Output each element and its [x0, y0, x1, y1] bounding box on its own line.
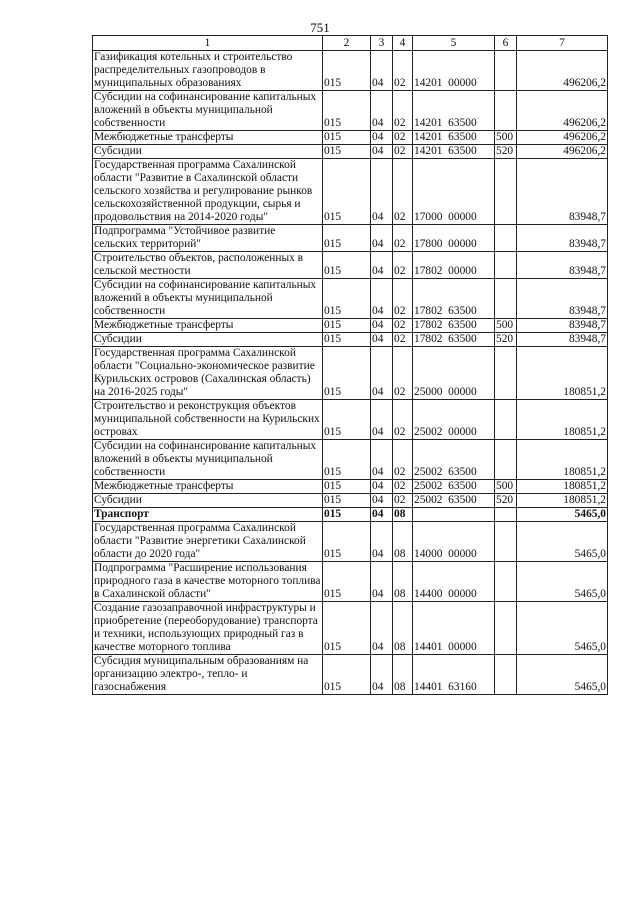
- section-code: 04: [371, 145, 393, 159]
- target-article: 14201 63500: [413, 91, 495, 131]
- ministry-code: 015: [323, 252, 371, 279]
- subsection-code: 02: [393, 145, 413, 159]
- ministry-code: 015: [323, 562, 371, 602]
- row-name: Субсидии на софинансирование капитальных вложений в объекты муниципальной собственности: [93, 279, 323, 319]
- row-name: Субсидии: [93, 145, 323, 159]
- section-code: 04: [371, 494, 393, 508]
- row-name: Субсидии: [93, 494, 323, 508]
- expense-type: 500: [495, 131, 517, 145]
- section-code: 04: [371, 522, 393, 562]
- ministry-code: 015: [323, 480, 371, 494]
- amount: 496206,2: [517, 145, 608, 159]
- table-row: [93, 279, 608, 319]
- subsection-code: 02: [393, 91, 413, 131]
- subsection-code: 02: [393, 159, 413, 225]
- ministry-code: 015: [323, 225, 371, 252]
- amount: 83948,7: [517, 225, 608, 252]
- section-code: 04: [371, 319, 393, 333]
- column-header: 5: [413, 36, 495, 51]
- expense-type: 520: [495, 145, 517, 159]
- table-row: [93, 159, 608, 225]
- target-article: 25002 63500: [413, 440, 495, 480]
- row-name: Транспорт: [93, 508, 323, 522]
- section-code: 04: [371, 225, 393, 252]
- target-article: 14201 63500: [413, 145, 495, 159]
- expense-type: [495, 91, 517, 131]
- target-article: 25000 00000: [413, 347, 495, 400]
- table-row: [93, 522, 608, 562]
- target-article: 17802 63500: [413, 319, 495, 333]
- subsection-code: 02: [393, 440, 413, 480]
- page-number: 751: [310, 20, 330, 35]
- amount: 83948,7: [517, 159, 608, 225]
- amount: 180851,2: [517, 440, 608, 480]
- row-name: Строительство и реконструкция объектов муниципальной собственности на Курильских островах: [93, 400, 323, 440]
- amount: 180851,2: [517, 347, 608, 400]
- amount: 83948,7: [517, 319, 608, 333]
- row-name: Субсидии на софинансирование капитальных вложений в объекты муниципальной собственности: [93, 440, 323, 480]
- row-name: Создание газозаправочной инфраструктуры и приобретение (переоборудование) транспорта и техники, использующих природный газ в качестве моторного топлива: [93, 602, 323, 655]
- expense-type: [495, 252, 517, 279]
- section-code: 04: [371, 333, 393, 347]
- section-code: 04: [371, 91, 393, 131]
- amount: 83948,7: [517, 279, 608, 319]
- subsection-code: 02: [393, 333, 413, 347]
- row-name: Газификация котельных и строительство распределительных газопроводов в муниципальных образованиях: [93, 51, 323, 91]
- table-row: [93, 225, 608, 252]
- section-code: 04: [371, 440, 393, 480]
- subsection-code: 02: [393, 400, 413, 440]
- expense-type: [495, 440, 517, 480]
- subsection-code: 02: [393, 51, 413, 91]
- subsection-code: 08: [393, 655, 413, 695]
- ministry-code: 015: [323, 440, 371, 480]
- ministry-code: 015: [323, 51, 371, 91]
- section-code: 04: [371, 508, 393, 522]
- ministry-code: 015: [323, 333, 371, 347]
- table-row: [93, 145, 608, 159]
- target-article: 17802 63500: [413, 279, 495, 319]
- amount: 5465,0: [517, 508, 608, 522]
- ministry-code: 015: [323, 494, 371, 508]
- amount: 180851,2: [517, 480, 608, 494]
- target-article: 25002 00000: [413, 400, 495, 440]
- section-code: 04: [371, 480, 393, 494]
- row-name: Межбюджетные трансферты: [93, 131, 323, 145]
- row-name: Государственная программа Сахалинской области "Социально-экономическое развитие Курильских островов (Сахалинская область) на 2016-2025 годы": [93, 347, 323, 400]
- table-row: [93, 252, 608, 279]
- column-header: 4: [393, 36, 413, 51]
- row-name: Субсидии: [93, 333, 323, 347]
- row-name: Государственная программа Сахалинской области "Развитие в Сахалинской области сельского хозяйства и регулирование рынков сельскохозяйственной продукции, сырья и продовольствия на 2014-2020 годы": [93, 159, 323, 225]
- row-name: Субсидии на софинансирование капитальных вложений в объекты муниципальной собственности: [93, 91, 323, 131]
- section-code: 04: [371, 655, 393, 695]
- subsection-code: 02: [393, 225, 413, 252]
- amount: 83948,7: [517, 252, 608, 279]
- expense-type: [495, 508, 517, 522]
- row-name: Государственная программа Сахалинской области "Развитие энергетики Сахалинской области до 2020 года": [93, 522, 323, 562]
- section-code: 04: [371, 602, 393, 655]
- table-row: [93, 562, 608, 602]
- expense-type: 500: [495, 480, 517, 494]
- subsection-code: 08: [393, 562, 413, 602]
- table-row: [93, 602, 608, 655]
- table-row: [93, 508, 608, 522]
- amount: 496206,2: [517, 131, 608, 145]
- subsection-code: 02: [393, 279, 413, 319]
- amount: 5465,0: [517, 522, 608, 562]
- table-row: [93, 494, 608, 508]
- row-name: Строительство объектов, расположенных в сельской местности: [93, 252, 323, 279]
- row-name: Межбюджетные трансферты: [93, 319, 323, 333]
- ministry-code: 015: [323, 319, 371, 333]
- amount: 180851,2: [517, 400, 608, 440]
- subsection-code: 08: [393, 508, 413, 522]
- expense-type: [495, 279, 517, 319]
- expense-type: 520: [495, 494, 517, 508]
- row-name: Межбюджетные трансферты: [93, 480, 323, 494]
- table-row: [93, 319, 608, 333]
- ministry-code: 015: [323, 131, 371, 145]
- target-article: 14400 00000: [413, 562, 495, 602]
- amount: 496206,2: [517, 91, 608, 131]
- target-article: 14401 63160: [413, 655, 495, 695]
- section-code: 04: [371, 562, 393, 602]
- ministry-code: 015: [323, 159, 371, 225]
- amount: 180851,2: [517, 494, 608, 508]
- expense-type: [495, 159, 517, 225]
- subsection-code: 08: [393, 602, 413, 655]
- table-row: [93, 333, 608, 347]
- expense-type: 500: [495, 319, 517, 333]
- ministry-code: 015: [323, 279, 371, 319]
- expense-type: 520: [495, 333, 517, 347]
- subsection-code: 02: [393, 252, 413, 279]
- ministry-code: 015: [323, 400, 371, 440]
- table-row: [93, 480, 608, 494]
- expense-type: [495, 51, 517, 91]
- target-article: [413, 508, 495, 522]
- expense-type: [495, 347, 517, 400]
- ministry-code: 015: [323, 602, 371, 655]
- target-article: 25002 63500: [413, 480, 495, 494]
- table-row: [93, 655, 608, 695]
- ministry-code: 015: [323, 91, 371, 131]
- ministry-code: 015: [323, 655, 371, 695]
- target-article: 17802 63500: [413, 333, 495, 347]
- column-header: 1: [93, 36, 323, 51]
- target-article: 17802 00000: [413, 252, 495, 279]
- subsection-code: 02: [393, 347, 413, 400]
- subsection-code: 02: [393, 494, 413, 508]
- ministry-code: 015: [323, 522, 371, 562]
- section-code: 04: [371, 159, 393, 225]
- target-article: 14000 00000: [413, 522, 495, 562]
- expense-type: [495, 562, 517, 602]
- section-code: 04: [371, 279, 393, 319]
- table-row: [93, 51, 608, 91]
- ministry-code: 015: [323, 347, 371, 400]
- row-name: Подпрограмма "Устойчивое развитие сельских территорий": [93, 225, 323, 252]
- table-row: [93, 91, 608, 131]
- amount: 83948,7: [517, 333, 608, 347]
- amount: 5465,0: [517, 655, 608, 695]
- ministry-code: 015: [323, 145, 371, 159]
- expense-type: [495, 655, 517, 695]
- table-row: [93, 347, 608, 400]
- section-code: 04: [371, 252, 393, 279]
- expense-type: [495, 602, 517, 655]
- expense-type: [495, 400, 517, 440]
- table-row: [93, 400, 608, 440]
- budget-table: [92, 35, 608, 695]
- amount: 5465,0: [517, 562, 608, 602]
- target-article: 14201 00000: [413, 51, 495, 91]
- target-article: 14201 63500: [413, 131, 495, 145]
- section-code: 04: [371, 51, 393, 91]
- row-name: Подпрограмма "Расширение использования природного газа в качестве моторного топлива в Сахалинской области": [93, 562, 323, 602]
- ministry-code: 015: [323, 508, 371, 522]
- subsection-code: 02: [393, 319, 413, 333]
- target-article: 25002 63500: [413, 494, 495, 508]
- section-code: 04: [371, 131, 393, 145]
- subsection-code: 02: [393, 480, 413, 494]
- section-code: 04: [371, 347, 393, 400]
- column-header: 2: [323, 36, 371, 51]
- target-article: 14401 00000: [413, 602, 495, 655]
- amount: 5465,0: [517, 602, 608, 655]
- column-header: 6: [495, 36, 517, 51]
- column-header: 3: [371, 36, 393, 51]
- expense-type: [495, 522, 517, 562]
- row-name: Субсидия муниципальным образованиям на организацию электро-, тепло- и газоснабжения: [93, 655, 323, 695]
- table-row: [93, 131, 608, 145]
- subsection-code: 02: [393, 131, 413, 145]
- header-row: [93, 36, 608, 51]
- target-article: 17000 00000: [413, 159, 495, 225]
- target-article: 17800 00000: [413, 225, 495, 252]
- section-code: 04: [371, 400, 393, 440]
- subsection-code: 08: [393, 522, 413, 562]
- amount: 496206,2: [517, 51, 608, 91]
- table-row: [93, 440, 608, 480]
- expense-type: [495, 225, 517, 252]
- column-header: 7: [517, 36, 608, 51]
